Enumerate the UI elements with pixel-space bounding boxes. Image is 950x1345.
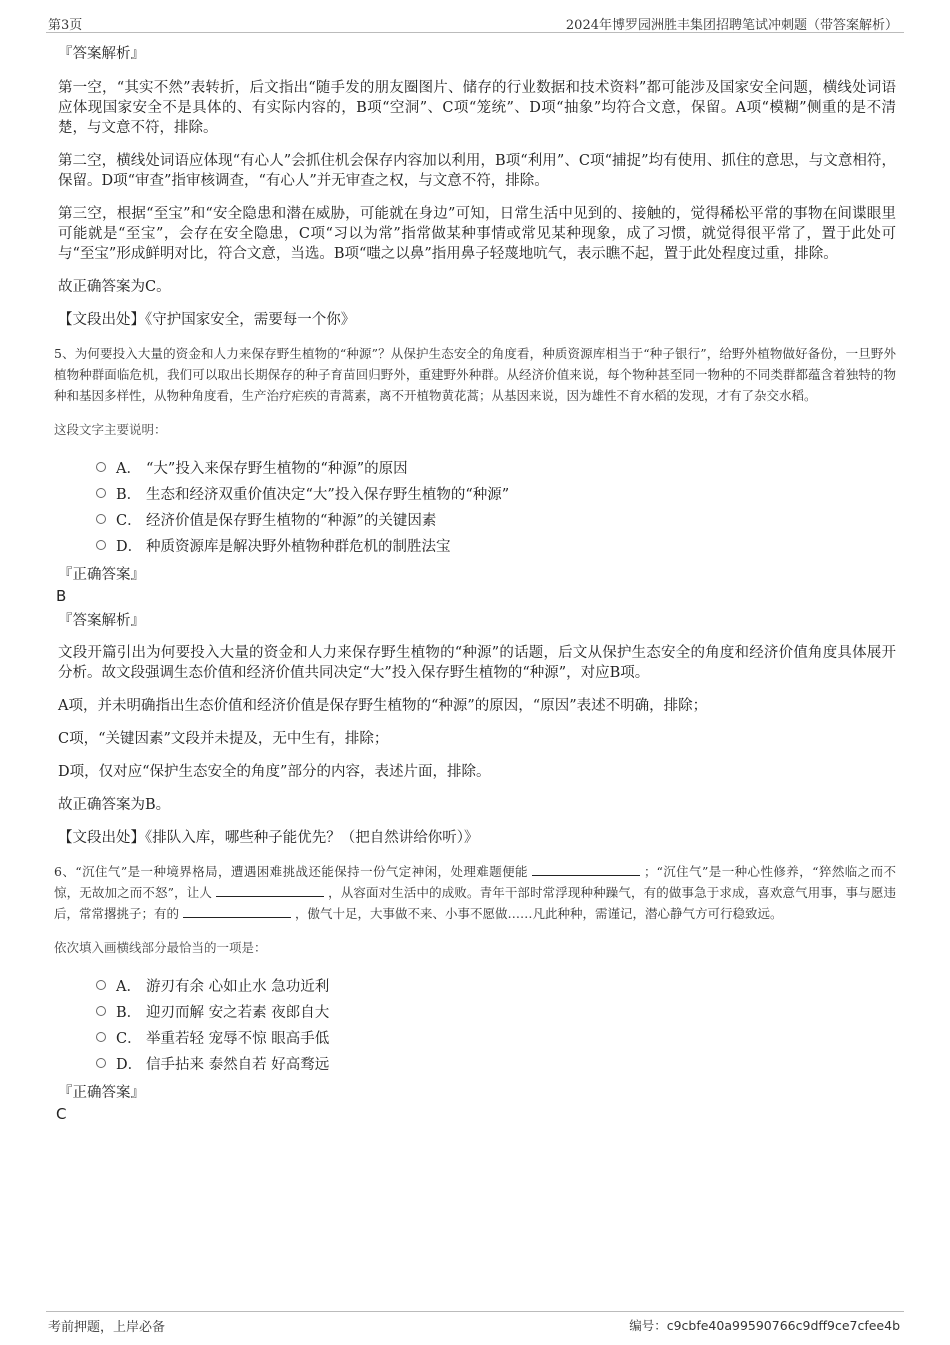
analysis-paragraph: D项，仅对应“保护生态安全的角度”部分的内容，表述片面，排除。 bbox=[58, 764, 491, 780]
radio-icon[interactable] bbox=[96, 1006, 106, 1016]
question-6-prompt: 依次填入画横线部分最恰当的一项是： bbox=[54, 940, 267, 955]
question-5-options bbox=[96, 454, 896, 558]
option-c[interactable] bbox=[96, 1024, 896, 1050]
source-citation: 【文段出处】《守护国家安全，需要每一个你》 bbox=[58, 312, 356, 328]
option-d[interactable] bbox=[96, 1050, 896, 1076]
radio-icon[interactable] bbox=[96, 980, 106, 990]
question-text-part: ，从容面对生活中的成败。青年干部时常浮现种种躁气，有的做事急于求成，喜欢意气用事，事与愿违后，常常撂挑子；有的 bbox=[54, 885, 896, 921]
radio-icon[interactable] bbox=[96, 1032, 106, 1042]
source-citation: 【文段出处】《排队入库，哪些种子能优先？（把自然讲给你听）》 bbox=[58, 830, 479, 846]
option-text: 迎刃而解 安之若素 夜郎自大 bbox=[146, 1004, 330, 1021]
question-5-text: 5、为何要投入大量的资金和人力来保存野生植物的“种源”？从保护生态安全的角度看，种质资源库相当于“种子银行”，给野外植物做好备份，一旦野外植物种群面临危机，我们可以取出长期保存的种子育苗回归野外，重建野外种群。从经济价值来说，每个物种甚至同一物种的不同类群都蕴含着独特的物种和基因多样性，从物种角度看，生产治疗疟疾的青蒿素，离不开植物黄花蒿；从基因来说，因为雄性不育水稻的发现，才有了杂交水稻。 bbox=[54, 346, 896, 403]
question-6-options bbox=[96, 972, 896, 1076]
analysis-label: 『答案解析』 bbox=[58, 46, 145, 62]
option-key: B． bbox=[116, 1004, 142, 1021]
analysis-paragraph: C项，“关键因素”文段并未提及，无中生有，排除； bbox=[58, 731, 389, 747]
option-text: “大”投入来保存野生植物的“种源”的原因 bbox=[146, 460, 408, 477]
option-key: B． bbox=[116, 486, 142, 503]
page-header bbox=[46, 12, 904, 33]
analysis-paragraph: 文段开篇引出为何要投入大量的资金和人力来保存野生植物的“种源”的话题，后文从保护生态安全的角度和经济价值角度具体展开分析。故文段强调生态价值和经济价值共同决定“大”投入保存野生植物的“种源”，对应B项。 bbox=[58, 645, 896, 681]
document-id: 编号：c9cbfe40a99590766c9dff9ce7cfee4b bbox=[629, 1318, 900, 1333]
option-a[interactable] bbox=[96, 454, 896, 480]
option-key: A． bbox=[116, 460, 141, 477]
option-key: C． bbox=[116, 512, 142, 529]
option-b[interactable] bbox=[96, 480, 896, 506]
conclusion: 故正确答案为B。 bbox=[58, 797, 171, 813]
blank-line bbox=[216, 884, 324, 897]
question-text-part: ；“沉住气”是一种心性修养，“猝然临之而不惊，无故加之而不怒”，让人 bbox=[54, 864, 896, 900]
option-key: A． bbox=[116, 978, 141, 995]
radio-icon[interactable] bbox=[96, 540, 106, 550]
radio-icon[interactable] bbox=[96, 1058, 106, 1068]
document-body bbox=[54, 44, 896, 1129]
option-text: 举重若轻 宠辱不惊 眼高手低 bbox=[146, 1030, 330, 1047]
conclusion: 故正确答案为C。 bbox=[58, 279, 171, 295]
answer-label: 『正确答案』 bbox=[58, 567, 145, 583]
page-number: 第3页 bbox=[48, 18, 83, 33]
answer-label: 『正确答案』 bbox=[58, 1085, 145, 1101]
analysis-paragraph: A项，并未明确指出生态价值和经济价值是保存野生植物的“种源”的原因，“原因”表述不明确，排除； bbox=[58, 698, 708, 714]
answer-value: B bbox=[56, 587, 67, 605]
question-6-text bbox=[54, 861, 896, 924]
option-text: 种质资源库是解决野外植物种群危机的制胜法宝 bbox=[146, 538, 451, 555]
footer-slogan: 考前押题，上岸必备 bbox=[48, 1320, 166, 1335]
option-c[interactable] bbox=[96, 506, 896, 532]
option-b[interactable] bbox=[96, 998, 896, 1024]
radio-icon[interactable] bbox=[96, 462, 106, 472]
option-text: 经济价值是保存野生植物的“种源”的关键因素 bbox=[146, 512, 437, 529]
answer-value: C bbox=[56, 1105, 67, 1123]
option-text: 信手拈来 泰然自若 好高骛远 bbox=[146, 1056, 330, 1073]
blank-line bbox=[532, 863, 640, 876]
option-a[interactable] bbox=[96, 972, 896, 998]
question-text-part: 6、“沉住气”是一种境界格局，遭遇困难挑战还能保持一份气定神闲，处理难题便能 bbox=[54, 864, 528, 879]
analysis-label: 『答案解析』 bbox=[58, 613, 145, 629]
option-text: 生态和经济双重价值决定“大”投入保存野生植物的“种源” bbox=[146, 486, 510, 503]
analysis-paragraph: 第二空，横线处词语应体现“有心人”会抓住机会保存内容加以利用，B项“利用”、C项“捕捉”均有使用、抓住的意思，与文意相符，保留。D项“审查”指审核调查，“有心人”并无审查之权，与文意不符，排除。 bbox=[58, 153, 896, 189]
page-footer bbox=[46, 1311, 904, 1336]
blank-line bbox=[183, 905, 291, 918]
question-text-part: ，傲气十足，大事做不来、小事不愿做……凡此种种，需谨记，潜心静气方可行稳致远。 bbox=[295, 906, 783, 921]
radio-icon[interactable] bbox=[96, 488, 106, 498]
option-key: C． bbox=[116, 1030, 142, 1047]
option-key: D． bbox=[116, 1056, 143, 1073]
option-text: 游刃有余 心如止水 急功近利 bbox=[146, 978, 330, 995]
radio-icon[interactable] bbox=[96, 514, 106, 524]
document-title: 2024年博罗园洲胜丰集团招聘笔试冲刺题（带答案解析） bbox=[565, 18, 898, 33]
option-d[interactable] bbox=[96, 532, 896, 558]
question-5-prompt: 这段文字主要说明： bbox=[54, 422, 167, 437]
analysis-paragraph: 第三空，根据“至宝”和“安全隐患和潜在威胁，可能就在身边”可知，日常生活中见到的、接触的，觉得稀松平常的事物在间谍眼里可能就是“至宝”，会存在安全隐患，C项“习以为常”指常做某种事情或常见某种现象，成了习惯，就觉得很平常了，置于此处可与“至宝”形成鲜明对比，符合文意，当选。B项“嗤之以鼻”指用鼻子轻蔑地吭气，表示瞧不起，置于此处程度过重，排除。 bbox=[58, 206, 896, 262]
analysis-paragraph: 第一空，“其实不然”表转折，后文指出“随手发的朋友圈图片、储存的行业数据和技术资料”都可能涉及国家安全问题，横线处词语应体现国家安全不是具体的、有实际内容的，B项“空洞”、C项“笼统”、D项“抽象”均符合文意，保留。A项“模糊”侧重的是不清楚，与文意不符，排除。 bbox=[58, 80, 896, 136]
option-key: D． bbox=[116, 538, 143, 555]
